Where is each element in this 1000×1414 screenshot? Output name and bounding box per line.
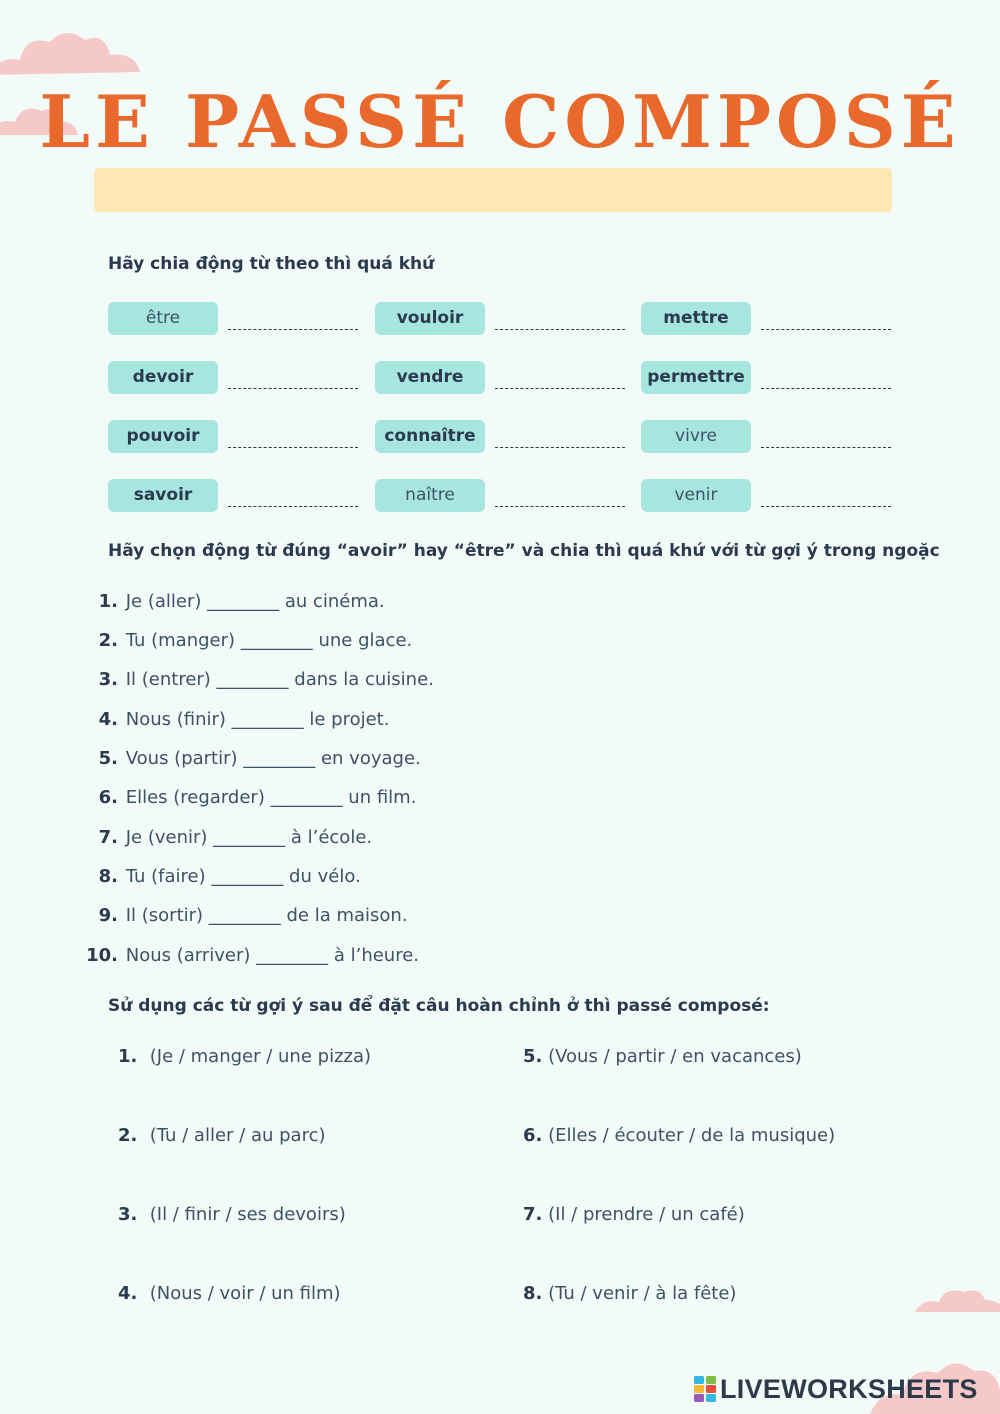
cue-text: (Nous / voir / un film) xyxy=(149,1283,341,1304)
cue-item xyxy=(118,1125,326,1146)
cue-number: 3. xyxy=(118,1204,138,1225)
exercise-item xyxy=(80,827,372,848)
exercise-number: 10. xyxy=(86,945,118,966)
answer-blank[interactable] xyxy=(761,506,891,507)
exercise-number: 2. xyxy=(98,630,118,651)
exercise-number: 5. xyxy=(98,748,118,769)
answer-blank[interactable] xyxy=(761,388,891,389)
answer-blank[interactable] xyxy=(495,329,625,330)
cue-number: 4. xyxy=(118,1283,138,1304)
cue-text: (Elles / écouter / de la musique) xyxy=(548,1125,836,1146)
exercise-item xyxy=(80,866,361,887)
cue-number: 5. xyxy=(523,1046,543,1067)
cue-text: (Vous / partir / en vacances) xyxy=(548,1046,802,1067)
verb-pill: devoir xyxy=(108,361,218,394)
exercise-number: 8. xyxy=(98,866,118,887)
answer-blank[interactable] xyxy=(228,447,358,448)
exercise-item xyxy=(80,630,412,651)
exercise-text: Tu (manger) ________ une glace. xyxy=(125,630,413,651)
cue-item xyxy=(523,1283,736,1304)
cue-text: (Tu / aller / au parc) xyxy=(149,1125,326,1146)
cloud-decoration-top-left xyxy=(0,20,150,80)
cue-text: (Il / prendre / un café) xyxy=(548,1204,745,1225)
answer-blank[interactable] xyxy=(761,329,891,330)
cue-item xyxy=(523,1204,745,1225)
cue-item xyxy=(118,1046,371,1067)
cue-text: (Je / manger / une pizza) xyxy=(149,1046,372,1067)
verb-pill: pouvoir xyxy=(108,420,218,453)
brand-name: LIVEWORKSHEETS xyxy=(720,1373,978,1404)
exercise-number: 1. xyxy=(98,591,118,612)
cue-item xyxy=(118,1204,346,1225)
cue-item xyxy=(523,1125,835,1146)
liveworksheets-logo-icon xyxy=(694,1376,716,1402)
cue-text: (Il / finir / ses devoirs) xyxy=(149,1204,346,1225)
exercise-text: Nous (arriver) ________ à l’heure. xyxy=(125,945,420,966)
answer-blank[interactable] xyxy=(495,506,625,507)
cue-item xyxy=(118,1283,341,1304)
cue-number: 7. xyxy=(523,1204,543,1225)
section3-heading: Sử dụng các từ gợi ý sau để đặt câu hoàn chỉnh ở thì passé composé: xyxy=(108,996,770,1016)
answer-blank[interactable] xyxy=(228,329,358,330)
exercise-number: 3. xyxy=(98,669,118,690)
verb-pill: naître xyxy=(375,479,485,512)
exercise-number: 7. xyxy=(98,827,118,848)
cue-number: 1. xyxy=(118,1046,138,1067)
exercise-number: 6. xyxy=(98,787,118,808)
exercise-item xyxy=(80,945,419,966)
verb-pill: vouloir xyxy=(375,302,485,335)
exercise-text: Nous (finir) ________ le projet. xyxy=(125,709,390,730)
verb-pill: permettre xyxy=(641,361,751,394)
exercise-text: Il (entrer) ________ dans la cuisine. xyxy=(125,669,434,690)
cue-item xyxy=(523,1046,802,1067)
exercise-item xyxy=(80,787,416,808)
exercise-item xyxy=(80,669,434,690)
verb-pill: connaître xyxy=(375,420,485,453)
exercise-item xyxy=(80,905,408,926)
exercise-text: Tu (faire) ________ du vélo. xyxy=(125,866,361,887)
cue-number: 2. xyxy=(118,1125,138,1146)
answer-blank[interactable] xyxy=(228,388,358,389)
answer-blank[interactable] xyxy=(495,447,625,448)
page-title: LE PASSÉ COMPOSÉ xyxy=(39,79,961,164)
exercise-item xyxy=(80,591,385,612)
section1-heading: Hãy chia động từ theo thì quá khứ xyxy=(108,254,435,274)
answer-blank[interactable] xyxy=(228,506,358,507)
cue-number: 6. xyxy=(523,1125,543,1146)
exercise-text: Elles (regarder) ________ un film. xyxy=(125,787,417,808)
exercise-text: Vous (partir) ________ en voyage. xyxy=(125,748,421,769)
verb-pill: vivre xyxy=(641,420,751,453)
verb-pill: savoir xyxy=(108,479,218,512)
section2-heading: Hãy chọn động từ đúng “avoir” hay “être” và chia thì quá khứ với từ gợi ý trong ngoặc xyxy=(108,541,940,561)
verb-pill: mettre xyxy=(641,302,751,335)
exercise-number: 9. xyxy=(98,905,118,926)
verb-pill: vendre xyxy=(375,361,485,394)
exercise-number: 4. xyxy=(98,709,118,730)
exercise-item xyxy=(80,709,389,730)
verb-pill: venir xyxy=(641,479,751,512)
cue-number: 8. xyxy=(523,1283,543,1304)
verb-pill: être xyxy=(108,302,218,335)
liveworksheets-brand[interactable] xyxy=(694,1374,978,1404)
name-input-bar[interactable] xyxy=(94,168,892,212)
exercise-text: Je (venir) ________ à l’école. xyxy=(125,827,373,848)
exercise-text: Je (aller) ________ au cinéma. xyxy=(125,591,385,612)
exercise-item xyxy=(80,748,421,769)
cloud-decoration-right xyxy=(915,1280,1000,1316)
answer-blank[interactable] xyxy=(761,447,891,448)
answer-blank[interactable] xyxy=(495,388,625,389)
exercise-text: Il (sortir) ________ de la maison. xyxy=(125,905,408,926)
cue-text: (Tu / venir / à la fête) xyxy=(548,1283,737,1304)
